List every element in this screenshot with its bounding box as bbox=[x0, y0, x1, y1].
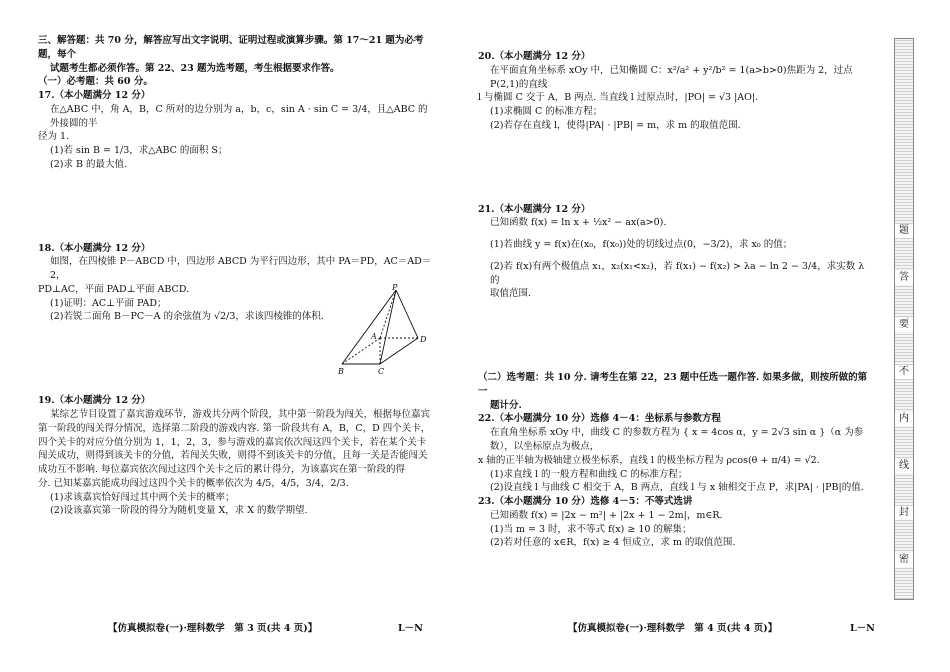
seal-char-1: 题 bbox=[895, 224, 913, 238]
q19-text-6: 分. 已知某嘉宾能成功闯过这四个关卡的概率依次为 4/5，4/5，3/4，2/3. bbox=[38, 477, 349, 489]
q21-sub-2-cont: 取值范围. bbox=[490, 288, 532, 300]
part-optional-line-2: 题计分. bbox=[490, 399, 522, 411]
label-C: C bbox=[378, 366, 385, 376]
q20-sub-2: (2)若存在直线 l，使得|PA| · |PB| = m，求 m 的取值范围. bbox=[490, 119, 741, 131]
q18-sub-2: (2)若锐二面角 B－PC－A 的余弦值为 √2/3，求该四棱锥的体积. bbox=[50, 311, 324, 323]
q19-sub-2: (2)设该嘉宾第一阶段的得分为随机变量 X，求 X 的数学期望. bbox=[50, 505, 308, 517]
q17-text-1: 在△ABC 中，角 A，B，C 所对的边分别为 a，b，c，sin A · sin C = 3/4，且△ABC 的外接圆的半 bbox=[50, 103, 428, 129]
q18-text-2: PD⊥AC，平面 PAD⊥平面 ABCD. bbox=[38, 283, 190, 295]
q17-heading: 17.（本小题满分 12 分） bbox=[38, 90, 151, 102]
q20-sub-1: (1)求椭圆 C 的标准方程； bbox=[490, 106, 603, 118]
footer-right-title: 【仿真模拟卷(一)·理科数学 第 4 页(共 4 页)】 bbox=[568, 623, 778, 634]
footer-right-code-wrap bbox=[850, 622, 875, 636]
q21-sub-1: (1)若曲线 y = f(x)在(x₀，f(x₀))处的切线过点(0，−3/2)，求 x₀ 的值； bbox=[490, 239, 793, 251]
q19-heading: 19.（本小题满分 12 分） bbox=[38, 395, 151, 407]
q17-sub-1: (1)若 sin B = 1/3，求△ABC 的面积 S； bbox=[50, 145, 228, 157]
footer-right bbox=[568, 622, 777, 636]
seal-char-5: 内 bbox=[895, 412, 913, 426]
pyramid-figure bbox=[338, 284, 428, 376]
seal-char-4: 不 bbox=[895, 365, 913, 379]
footer-left-title: 【仿真模拟卷(一)·理科数学 第 3 页(共 4 页)】 bbox=[108, 623, 318, 634]
q20-heading: 20.（本小题满分 12 分） bbox=[478, 51, 591, 62]
seal-char-7: 封 bbox=[895, 506, 913, 520]
q17-sub-2: (2)求 B 的最大值. bbox=[50, 158, 127, 170]
q18-block bbox=[38, 242, 436, 376]
label-P: P bbox=[392, 283, 398, 292]
footer-left-code: L－N bbox=[398, 623, 423, 634]
label-D: D bbox=[420, 334, 427, 344]
q19-sub-1: (1)求该嘉宾恰好闯过其中两个关卡的概率； bbox=[50, 491, 235, 503]
q21-heading: 21.（本小题满分 12 分） bbox=[478, 203, 591, 215]
q22-heading: 22.（本小题满分 10 分）选修 4－4：坐标系与参数方程 bbox=[478, 413, 721, 425]
q19-text-4: 闯关成功，则得到该关卡的分值，若闯关失败，则得不到该关卡的分值，且每一关是否能闯关 bbox=[38, 450, 428, 462]
part-optional-line-1: （二）选考题：共 10 分. 请考生在第 22，23 题中任选一题作答. 如果多做，则按所做的第一 bbox=[478, 372, 868, 397]
q17-text-2: 径为 1. bbox=[38, 131, 70, 143]
q18-text-1: 如图，在四棱锥 P－ABCD 中，四边形 ABCD 为平行四边形，其中 PA＝PD，AC＝AD＝2， bbox=[50, 256, 432, 282]
part-required-label: （一）必考题：共 60 分。 bbox=[38, 76, 153, 88]
q18-heading: 18.（本小题满分 12 分） bbox=[38, 242, 151, 254]
seal-char-8: 密 bbox=[895, 553, 913, 567]
q21-text-1: 已知函数 f(x) = ln x + ½x² − ax(a>0). bbox=[490, 217, 667, 229]
seal-line-strip bbox=[894, 38, 914, 600]
q23-sub-1: (1)当 m = 3 时，求不等式 f(x) ≥ 10 的解集； bbox=[490, 523, 692, 535]
seal-char-3: 要 bbox=[895, 318, 913, 332]
q19-text-5: 成功互不影响. 每位嘉宾依次闯过这四个关卡之后的累计得分，为该嘉宾在第一阶段的得 bbox=[38, 464, 406, 476]
label-A: A bbox=[371, 331, 377, 341]
q18-sub-1: (1)证明：AC⊥平面 PAD； bbox=[50, 297, 167, 309]
q21-sub-2: (2)若 f(x)有两个极值点 x₁，x₂(x₁<x₂)，若 f(x₁) − f(x₂) > λa − ln 2 − 3/4，求实数 λ 的 bbox=[490, 260, 865, 286]
right-column bbox=[478, 50, 876, 550]
seal-char-2: 答 bbox=[895, 271, 913, 285]
section-title-line-2: 试题考生都必须作答。第 22、23 题为选考题，考生根据要求作答。 bbox=[50, 62, 340, 74]
q19-text-2: 第一阶段的闯关得分情况，选择第二阶段的游戏内容. 第一阶段共有 A，B，C，D 四个关卡， bbox=[38, 422, 431, 434]
q22-sub-2: (2)设直线 l 与曲线 C 相交于 A，B 两点，直线 l 与 x 轴相交于点 P，求|PA| · |PB|的值. bbox=[490, 482, 864, 494]
q23-text-1: 已知函数 f(x) = |2x − m²| + |2x + 1 − 2m|，m∈R. bbox=[490, 509, 723, 521]
label-B: B bbox=[338, 366, 344, 376]
q22-text-2: x 轴的正半轴为极轴建立极坐标系，直线 l 的极坐标方程为 ρcos(θ + π/4) = √2. bbox=[478, 454, 820, 466]
footer-left bbox=[108, 622, 317, 636]
section-title-line-1: 三、解答题：共 70 分，解答应写出文字说明、证明过程或演算步骤。第 17～21 题为必考题，每个 bbox=[38, 35, 424, 60]
q19-text-3: 四个关卡的对应分值分别为 1，1，2，3，参与游戏的嘉宾依次闯这四个关卡，若在某个关卡 bbox=[38, 436, 427, 448]
q20-text-1: 在平面直角坐标系 xOy 中，已知椭圆 C：x²/a² + y²/b² = 1(a>b>0)焦距为 2，过点 P(2,1)的直线 bbox=[490, 64, 853, 90]
q20-text-2: l 与椭圆 C 交于 A，B 两点. 当直线 l 过原点时，|PO| = √3 |AO|. bbox=[478, 92, 759, 104]
q19-text-1: 某综艺节目设置了嘉宾游戏环节，游戏共分两个阶段，其中第一阶段为闯关，根据每位嘉宾 bbox=[50, 409, 431, 421]
left-column bbox=[38, 34, 436, 518]
q22-text-1: 在直角坐标系 xOy 中，曲线 C 的参数方程为 { x = 4cos α，y = 2√3 sin α }（α 为参数），以坐标原点为极点， bbox=[490, 427, 864, 453]
q23-heading: 23.（本小题满分 10 分）选修 4－5：不等式选讲 bbox=[478, 496, 693, 508]
footer-right-code: L－N bbox=[850, 623, 875, 634]
q22-sub-1: (1)求直线 l 的一般方程和曲线 C 的标准方程； bbox=[490, 468, 688, 480]
edge-CD bbox=[380, 338, 418, 364]
footer-left-code-wrap bbox=[398, 622, 423, 636]
edge-PD bbox=[396, 290, 418, 338]
edge-BA bbox=[342, 338, 380, 364]
q23-sub-2: (2)若对任意的 x∈R，f(x) ≥ 4 恒成立，求 m 的取值范围. bbox=[490, 537, 736, 549]
seal-char-6: 线 bbox=[895, 459, 913, 473]
edge-PA bbox=[380, 290, 396, 338]
